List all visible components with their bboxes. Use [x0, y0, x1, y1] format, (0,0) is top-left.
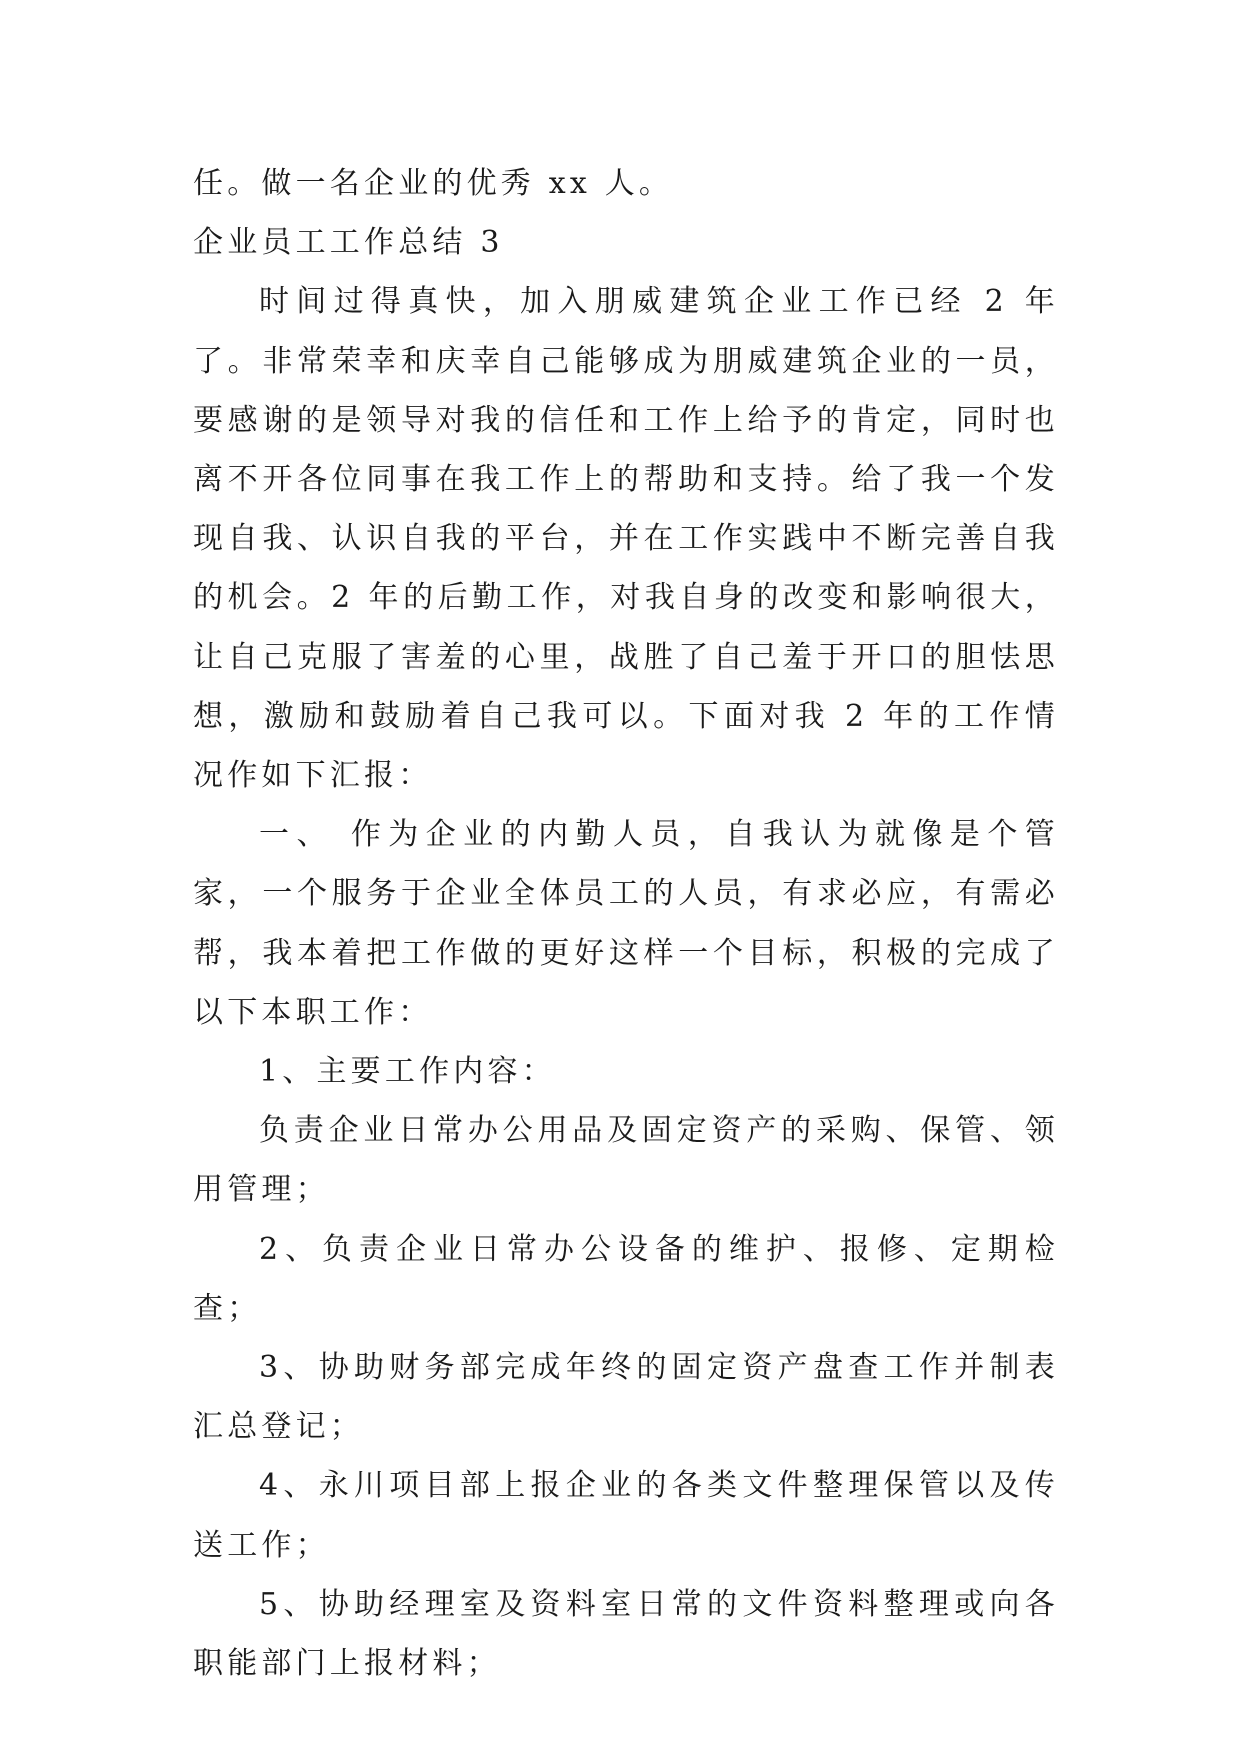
list-item-equipment-maintenance: 2、负责企业日常办公设备的维护、报修、定期检查；	[193, 1231, 1059, 1326]
section-heading: 企业员工工作总结 3	[193, 225, 504, 261]
paragraph-continuation: 任。做一名企业的优秀 xx 人。	[193, 166, 674, 201]
paragraph-intro: 时间过得真快，加入朋威建筑企业工作已经 2 年了。非常荣幸和庆幸自己能够成为朋威建筑企业的一员，要感谢的是领导对我的信任和工作上给予的肯定，同时也离不开各位同事在我工作上的帮助和支持。给了我一个发现自我、认识自我的平台，并在工作实践中不断完善自我的机会。2 年的后勤工作，对我自身的改变和影响很大，让自己克服了害羞的心里，战胜了自己羞于开口的胆怯思想，激励和鼓励着自己我可以。下面对我 2 年的工作情况作如下汇报：	[193, 284, 1059, 794]
paragraph-point-one: 一、 作为企业的内勤人员，自我认为就像是个管家，一个服务于企业全体员工的人员，有求必应，有需必帮，我本着把工作做的更好这样一个目标，积极的完成了以下本职工作：	[193, 817, 1059, 1030]
list-item-office-supplies: 负责企业日常办公用品及固定资产的采购、保管、领用管理；	[193, 1113, 1059, 1208]
list-item-asset-inventory: 3、协助财务部完成年终的固定资产盘查工作并制表汇总登记；	[193, 1350, 1059, 1445]
document-body	[193, 154, 1059, 1693]
list-item-document-organizing: 5、协助经理室及资料室日常的文件资料整理或向各职能部门上报材料；	[193, 1586, 1059, 1682]
list-item-file-transfer: 4、永川项目部上报企业的各类文件整理保管以及传送工作；	[193, 1468, 1059, 1563]
list-heading-main-work: 1、主要工作内容：	[259, 1054, 556, 1090]
